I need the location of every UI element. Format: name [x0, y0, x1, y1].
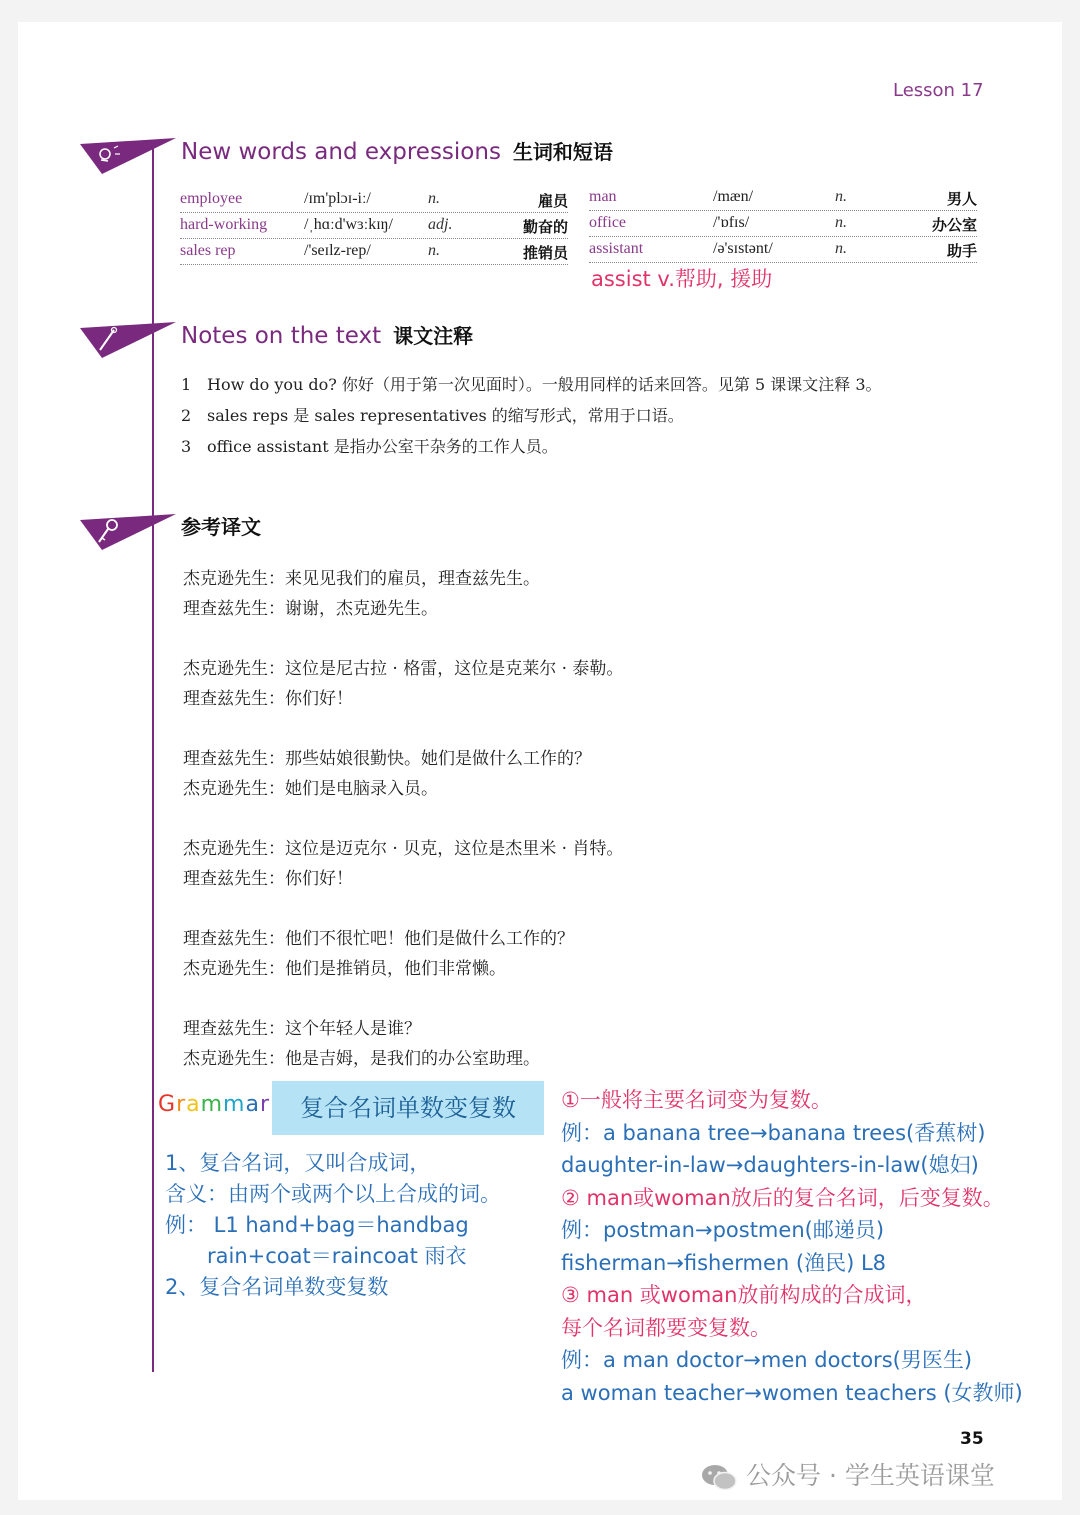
vocab-meaning: 办公室 [931, 216, 977, 234]
vocab-pos: n. [835, 214, 847, 231]
grammar-label-text: Grammar [158, 1092, 270, 1117]
note-line: 每个名词都要变复数。 [561, 1315, 771, 1340]
note-line: daughter-in-law→daughters-in-law(媳妇) [561, 1153, 979, 1177]
pen-icon [80, 320, 176, 360]
vocab-row [180, 238, 568, 265]
dialogue-line: 杰克逊先生：她们是电脑录入员。 [183, 779, 438, 799]
dialogue-block [183, 744, 591, 804]
note-line: fisherman→fishermen (渔民) L8 [561, 1250, 887, 1275]
dialogue-line: 理查兹先生：他们不很忙吧！他们是做什么工作的？ [183, 929, 574, 949]
vocab-row [589, 210, 977, 237]
vocab-row [180, 212, 568, 239]
grammar-topic-box: 复合名词单数变复数 [272, 1081, 544, 1135]
note-item: 1 How do you do? 你好（用于第一次见面时）。一般用同样的话来回答。见第 5 课课文注释 3。 [181, 375, 882, 394]
dialogue-line: 理查兹先生：这个年轻人是谁？ [183, 1019, 421, 1039]
note-line: ③ man 或woman放前构成的合成词， [561, 1283, 927, 1307]
dialogue-block [183, 834, 623, 894]
vocab-meaning: 推销员 [522, 244, 568, 262]
grammar-right-notes [561, 1084, 1023, 1409]
note-line: a woman teacher→women teachers (女教师) [561, 1380, 1023, 1405]
grammar-left-notes [165, 1148, 501, 1303]
note-line: 例：postman→postmen(邮递员) [561, 1218, 885, 1242]
note-line: ② man或woman放后的复合名词，后变复数。 [561, 1185, 1004, 1210]
dialogue-block [183, 564, 540, 624]
vocab-pos: n. [835, 188, 847, 205]
note-line: rain+coat＝raincoat 雨衣 [207, 1244, 467, 1268]
vocab-word: man [589, 188, 617, 205]
dialogue-line: 杰克逊先生：他是吉姆，是我们的办公室助理。 [183, 1049, 540, 1069]
dialogue-line: 理查兹先生：你们好！ [183, 689, 353, 709]
dialogue-line: 理查兹先生：那些姑娘很勤快。她们是做什么工作的？ [183, 749, 591, 769]
note-item: 2 sales reps 是 sales representatives 的缩写形式，常用于口语。 [181, 406, 684, 425]
wechat-icon [700, 1462, 738, 1492]
vocab-word: office [589, 214, 627, 231]
vocab-phonetic: /'seɪlz-rep/ [304, 242, 371, 259]
vocab-meaning: 男人 [946, 190, 977, 208]
vocab-phonetic: /ə'sɪstənt/ [713, 240, 773, 257]
vocab-pos: n. [428, 242, 440, 259]
vocab-pos: adj. [428, 216, 453, 233]
note-line: ①一般将主要名词变为复数。 [561, 1088, 832, 1112]
vocab-meaning: 助手 [946, 242, 977, 260]
dialogue-line: 杰克逊先生：他们是推销员，他们非常懒。 [183, 959, 506, 979]
handwritten-assist-note: assist v.帮助, 援助 [591, 267, 773, 291]
vocab-row [589, 184, 977, 211]
translation-heading: 参考译文 [181, 515, 261, 539]
note-line: 例： L1 hand+bag＝handbag [165, 1213, 469, 1237]
dialogue-block [183, 654, 623, 714]
new-words-heading: New words and expressions 生词和短语 [181, 139, 613, 165]
note-line: 例：a man doctor→men doctors(男医生) [561, 1348, 973, 1372]
page-number: 35 [960, 1429, 984, 1449]
dialogue-line: 杰克逊先生：这位是尼古拉 · 格雷，这位是克莱尔 · 泰勒。 [183, 659, 624, 679]
key-icon [80, 512, 176, 552]
note-line: 例：a banana tree→banana trees(香蕉树) [561, 1120, 986, 1145]
grammar-label [158, 1092, 270, 1117]
footer-text: 公众号 · 学生英语课堂 [746, 1461, 995, 1490]
vocab-meaning: 雇员 [537, 192, 568, 210]
vocab-word: assistant [589, 240, 644, 257]
vocab-word: sales rep [180, 242, 236, 259]
vocab-row [180, 186, 568, 213]
vocab-phonetic: /ɪm'plɔɪ-iː/ [304, 190, 371, 207]
vocab-meaning: 勤奋的 [522, 218, 568, 236]
notes-heading: Notes on the text 课文注释 [181, 323, 474, 349]
notes-list [181, 369, 882, 462]
lightbulb-icon [80, 136, 176, 176]
watermark-footer [700, 1456, 995, 1492]
vocab-phonetic: /ˌhɑːd'wɜːkɪŋ/ [304, 216, 393, 233]
note-item: 3 office assistant 是指办公室干杂务的工作人员。 [181, 437, 558, 456]
vocab-pos: n. [835, 240, 847, 257]
dialogue-line: 理查兹先生：谢谢，杰克逊先生。 [183, 599, 438, 619]
dialogue-block [183, 924, 574, 984]
note-line: 含义：由两个或两个以上合成的词。 [165, 1182, 501, 1206]
vocab-word: employee [180, 190, 243, 207]
dialogue-block [183, 1014, 540, 1074]
dialogue-line: 杰克逊先生：来见见我们的雇员，理查兹先生。 [183, 569, 540, 589]
vocab-word: hard-working [180, 216, 268, 233]
note-line: 2、复合名词单数变复数 [165, 1275, 389, 1299]
vocab-phonetic: /'ɒfɪs/ [713, 214, 750, 231]
dialogue-line: 理查兹先生：你们好！ [183, 869, 353, 889]
vocab-pos: n. [428, 190, 440, 207]
dialogue-line: 杰克逊先生：这位是迈克尔 · 贝克，这位是杰里米 · 肖特。 [183, 839, 624, 859]
vocab-row [589, 236, 977, 263]
vocab-phonetic: /mæn/ [713, 188, 754, 205]
lesson-label: Lesson 17 [893, 80, 984, 101]
note-line: 1、复合名词，又叫合成词， [165, 1151, 431, 1175]
